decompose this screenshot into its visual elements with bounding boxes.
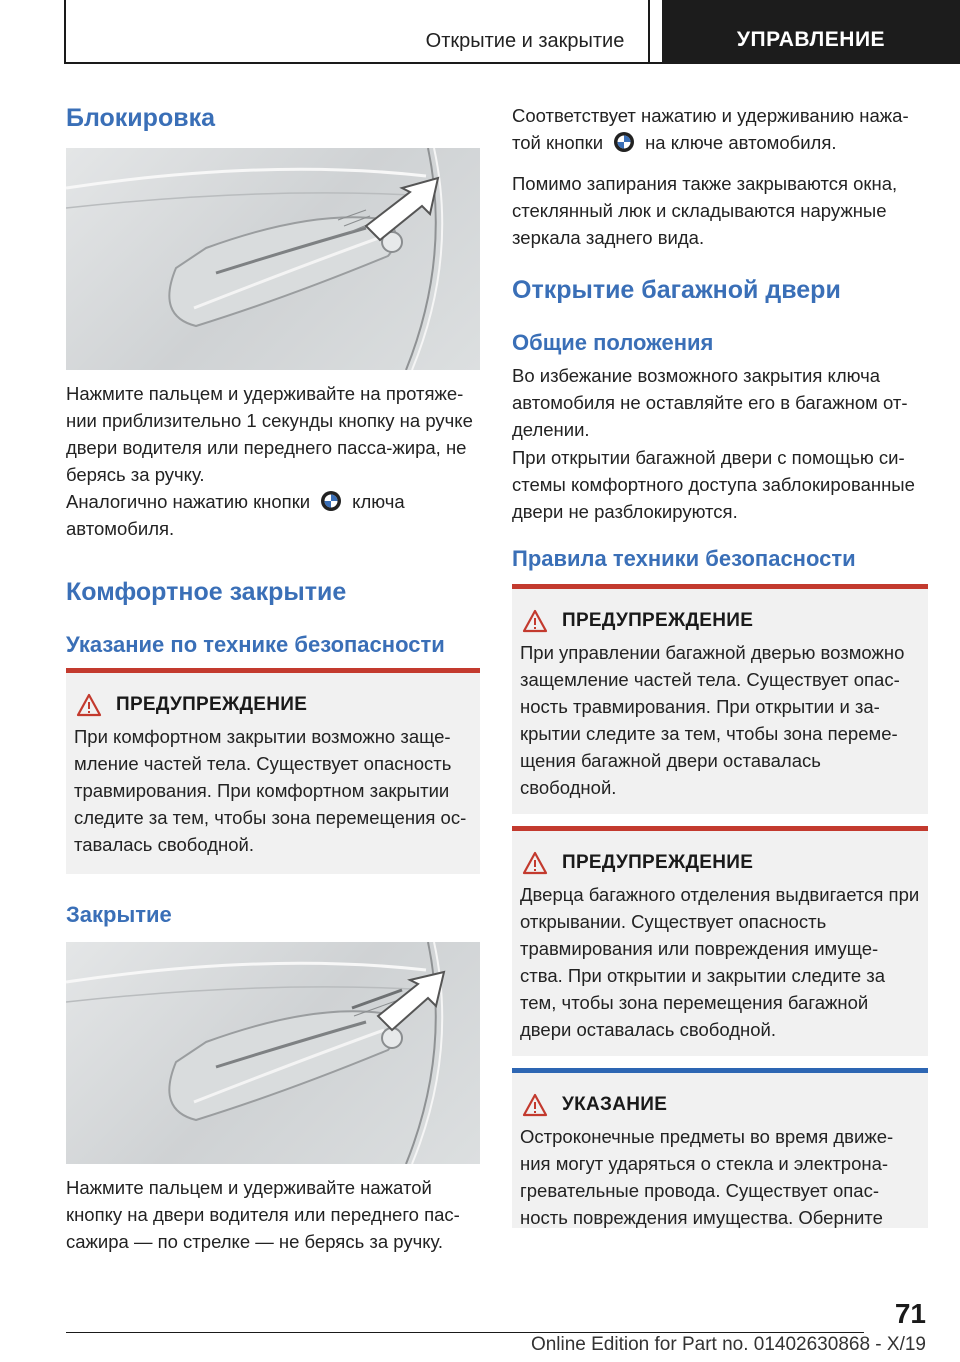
footer-divider bbox=[66, 1332, 864, 1333]
warning-box-trunk-1 bbox=[512, 584, 928, 814]
note-text: Остроконечные предметы во время движе-ния могут ударяться о стекла и электрона-гревательные провода. Существует опас-ность повреждения имущества. Оберните bbox=[520, 1126, 894, 1228]
heading-closing: Закрытие bbox=[66, 902, 172, 927]
warning-title-3: ПРЕДУПРЕЖДЕНИЕ bbox=[562, 852, 754, 873]
warning-box-trunk-2 bbox=[512, 826, 928, 1056]
heading-safety-rules: Правила техники безопасности bbox=[512, 546, 856, 571]
header-divider-left bbox=[64, 0, 66, 64]
warning-text-3: Дверца багажного отделения выдвигается при открывании. Существует опасность травмирования или повреждения имуще-ства. При открытии и закрытии следите за тем, чтобы зона перемещения багажной двери оставалась свободной. bbox=[520, 884, 920, 1040]
paragraph-windows: Помимо запирания также закрываются окна, стеклянный люк и складываются наружные зеркала заднего вида. bbox=[512, 173, 898, 248]
door-handle-illustration bbox=[66, 148, 480, 370]
note-header bbox=[520, 1093, 920, 1117]
paragraph-lock-2-end: ключа автомобиля. bbox=[66, 491, 405, 539]
door-handle-figure-2 bbox=[66, 942, 480, 1164]
warning-header-3 bbox=[520, 851, 920, 875]
paragraph-general-2: При открытии багажной двери с помощью си-стемы комфортного доступа заблокированные двери не разблокируются. bbox=[512, 447, 915, 522]
warning-header bbox=[74, 693, 472, 717]
warning-triangle-icon bbox=[76, 693, 102, 717]
warning-title: ПРЕДУПРЕЖДЕНИЕ bbox=[116, 694, 308, 715]
heading-trunk-open: Открытие багажной двери bbox=[512, 276, 841, 304]
note-box-sharp-objects bbox=[512, 1068, 928, 1228]
bmw-key-lock-icon bbox=[320, 490, 342, 512]
warning-triangle-icon-2 bbox=[522, 609, 548, 633]
header-section-title: Открытие и закрытие bbox=[425, 30, 625, 52]
footer-edition: Online Edition for Part no. 01402630868 - X/19 bbox=[530, 1334, 926, 1355]
page-number: 71 bbox=[894, 1298, 926, 1329]
heading-lock: Блокировка bbox=[66, 104, 215, 132]
paragraph-lock-1: Нажмите пальцем и удерживайте на протяже-нии приблизительно 1 секунды кнопку на ручке двери водителя или переднего пасса-жира, не берясь за ручку. bbox=[66, 383, 473, 485]
bmw-key-lock-icon-2 bbox=[613, 131, 635, 153]
warning-box-comfort bbox=[66, 668, 480, 874]
warning-triangle-icon-3 bbox=[522, 851, 548, 875]
paragraph-closing: Нажмите пальцем и удерживайте нажатой кнопку на двери водителя или переднего пас-сажира — по стрелке — не берясь за ручку. bbox=[66, 1177, 460, 1252]
header-divider-bottom bbox=[64, 62, 662, 64]
warning-title-2: ПРЕДУПРЕЖДЕНИЕ bbox=[562, 610, 754, 631]
paragraph-corresponds bbox=[512, 102, 928, 156]
heading-comfort-close: Комфортное закрытие bbox=[66, 578, 347, 606]
paragraph-lock-2-start: Аналогично нажатию кнопки bbox=[66, 491, 311, 512]
paragraph-lock-2 bbox=[66, 488, 480, 542]
heading-safety-note: Указание по технике безопасности bbox=[66, 632, 445, 657]
chapter-title: УПРАВЛЕНИЕ bbox=[736, 28, 886, 51]
paragraph-corresponds-start: Соответствует нажатию и удерживанию нажа-той кнопки bbox=[512, 105, 909, 153]
door-handle-figure-1 bbox=[66, 148, 480, 370]
warning-text: При комфортном закрытии возможно заще-мление частей тела. Существует опасность травмирования. При комфортном закрытии следите за тем, чтобы зона перемещения ос-тавалась свободной. bbox=[74, 726, 467, 855]
paragraph-general-1: Во избежание возможного закрытия ключа автомобиля не оставляйте его в багажном от-делении. bbox=[512, 365, 908, 440]
paragraph-corresponds-end: на ключе автомобиля. bbox=[645, 132, 837, 153]
heading-general: Общие положения bbox=[512, 330, 714, 355]
door-handle-illustration-2 bbox=[66, 942, 480, 1164]
warning-text-2: При управлении багажной дверью возможно защемление частей тела. Существует опас-ность травмирования. При открытии и за-крытии следите за тем, чтобы зона переме-щения багажной двери оставалась свободной. bbox=[520, 642, 905, 798]
note-triangle-icon bbox=[522, 1093, 548, 1117]
header-chapter-tab bbox=[662, 0, 960, 64]
note-title: УКАЗАНИЕ bbox=[562, 1094, 668, 1115]
warning-header-2 bbox=[520, 609, 920, 633]
